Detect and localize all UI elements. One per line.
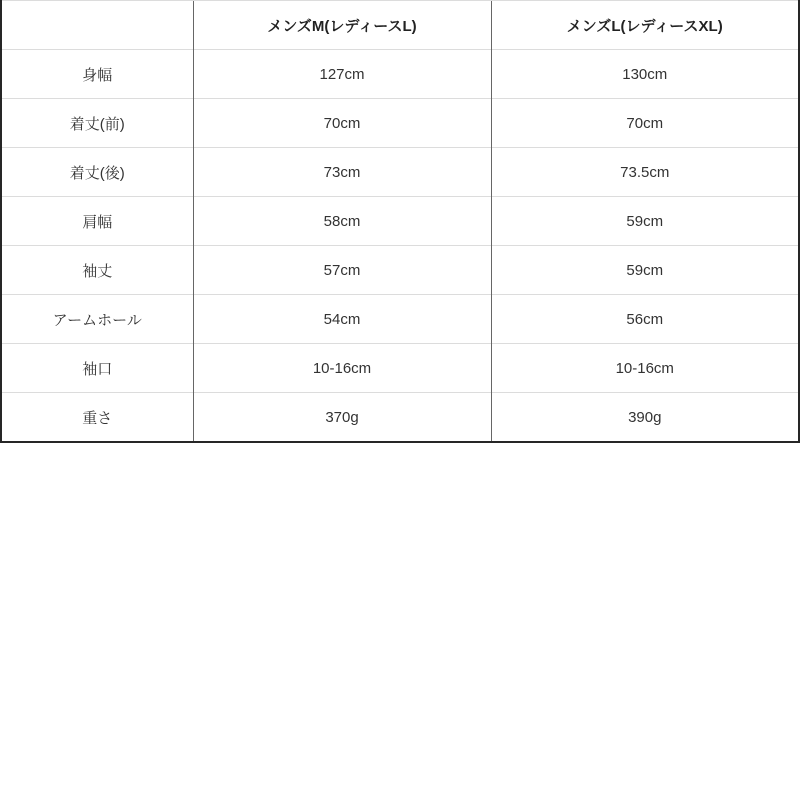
cell-value-m: 370g xyxy=(193,393,491,443)
table-row-length-back xyxy=(1,148,799,197)
table-row-cuff xyxy=(1,344,799,393)
cell-value-m: 70cm xyxy=(193,99,491,148)
header-cell-mens-m: メンズM(レディースL) xyxy=(193,1,491,50)
cell-value-m: 10-16cm xyxy=(193,344,491,393)
cell-value-m: 58cm xyxy=(193,197,491,246)
table-row-armhole xyxy=(1,295,799,344)
row-label: 重さ xyxy=(1,393,193,443)
row-label: 袖口 xyxy=(1,344,193,393)
row-label: 袖丈 xyxy=(1,246,193,295)
table-row-body-width xyxy=(1,50,799,99)
table-row-sleeve-length xyxy=(1,246,799,295)
cell-value-m: 57cm xyxy=(193,246,491,295)
cell-value-m: 73cm xyxy=(193,148,491,197)
row-label: 肩幅 xyxy=(1,197,193,246)
cell-value-l: 390g xyxy=(491,393,799,443)
cell-value-l: 59cm xyxy=(491,197,799,246)
row-label: 身幅 xyxy=(1,50,193,99)
cell-value-m: 54cm xyxy=(193,295,491,344)
cell-value-m: 127cm xyxy=(193,50,491,99)
row-label: 着丈(前) xyxy=(1,99,193,148)
table-row-shoulder-width xyxy=(1,197,799,246)
row-label: アームホール xyxy=(1,295,193,344)
cell-value-l: 56cm xyxy=(491,295,799,344)
row-label: 着丈(後) xyxy=(1,148,193,197)
cell-value-l: 70cm xyxy=(491,99,799,148)
cell-value-l: 10-16cm xyxy=(491,344,799,393)
table-row-length-front xyxy=(1,99,799,148)
cell-value-l: 130cm xyxy=(491,50,799,99)
header-row xyxy=(1,1,799,50)
cell-value-l: 73.5cm xyxy=(491,148,799,197)
cell-value-l: 59cm xyxy=(491,246,799,295)
header-cell-mens-l: メンズL(レディースXL) xyxy=(491,1,799,50)
header-cell-empty xyxy=(1,1,193,50)
table-row-weight xyxy=(1,393,799,443)
